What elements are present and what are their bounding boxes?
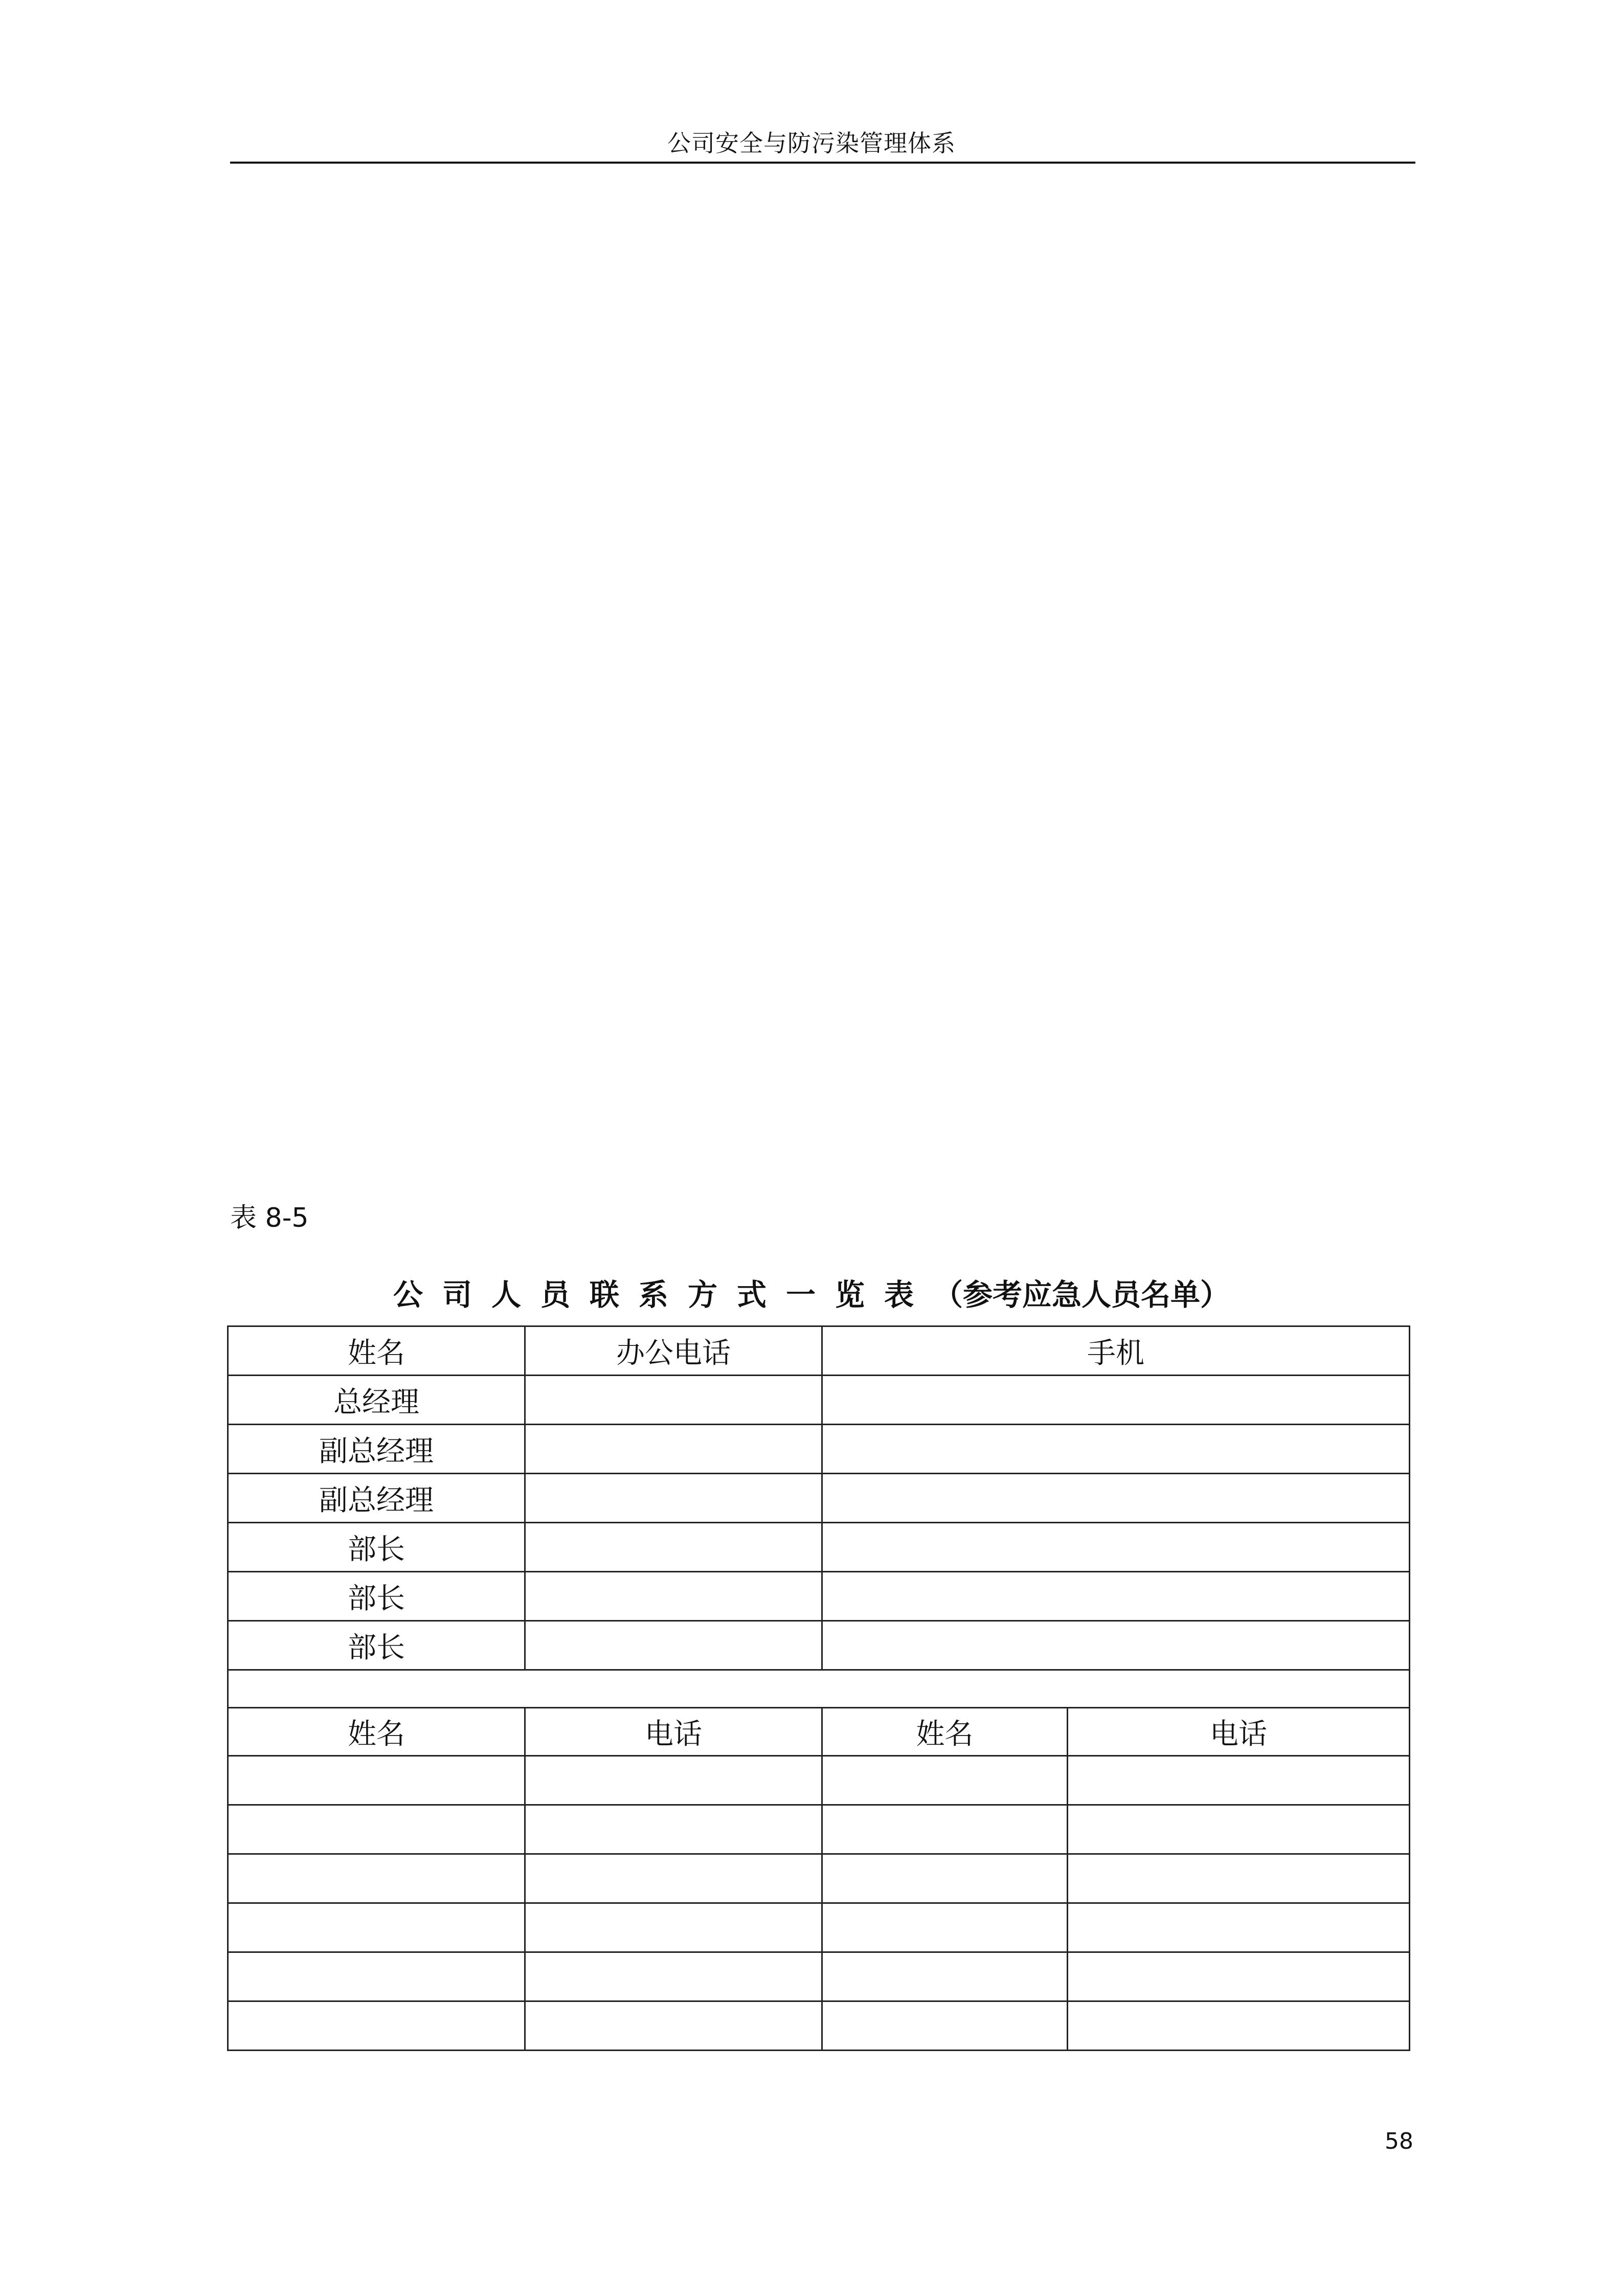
phone-cell	[1068, 1756, 1410, 1805]
table-row	[228, 1621, 1410, 1670]
mobile-cell	[822, 1621, 1410, 1670]
table-row	[228, 1854, 1410, 1903]
header-office-phone: 办公电话	[525, 1326, 822, 1376]
table-row	[228, 1756, 1410, 1805]
header-mobile: 手机	[822, 1326, 1410, 1376]
office-phone-cell	[525, 1474, 822, 1523]
table-title-sub: （参考应急人员名单）	[933, 1277, 1230, 1312]
position-cell: 总经理	[228, 1376, 525, 1425]
name-cell	[822, 1903, 1068, 1952]
position-cell: 部长	[228, 1621, 525, 1670]
phone-cell	[1068, 2001, 1410, 2051]
office-phone-cell	[525, 1425, 822, 1474]
name-cell	[822, 1756, 1068, 1805]
name-cell	[228, 2001, 525, 2051]
office-phone-cell	[525, 1523, 822, 1572]
header-name: 姓名	[228, 1326, 525, 1376]
table-row	[228, 1376, 1410, 1425]
phone-cell	[525, 1854, 822, 1903]
office-phone-cell	[525, 1621, 822, 1670]
mobile-cell	[822, 1523, 1410, 1572]
table-subheader-row	[228, 1708, 1410, 1756]
table-row	[228, 1572, 1410, 1621]
phone-cell	[1068, 1805, 1410, 1854]
table-spacer-row	[228, 1670, 1410, 1708]
name-cell	[228, 1903, 525, 1952]
phone-cell	[1068, 1903, 1410, 1952]
position-cell: 部长	[228, 1523, 525, 1572]
phone-cell	[1068, 1854, 1410, 1903]
table-title-main: 公司人员联系方式一览表	[393, 1277, 933, 1312]
name-cell	[822, 1952, 1068, 2001]
name-cell	[822, 1805, 1068, 1854]
phone-cell	[1068, 1952, 1410, 2001]
position-cell: 副总经理	[228, 1425, 525, 1474]
subheader-phone-2: 电话	[1068, 1708, 1410, 1756]
name-cell	[822, 2001, 1068, 2051]
table-row	[228, 1523, 1410, 1572]
position-cell: 部长	[228, 1572, 525, 1621]
table-row	[228, 1903, 1410, 1952]
subheader-phone-1: 电话	[525, 1708, 822, 1756]
mobile-cell	[822, 1572, 1410, 1621]
name-cell	[822, 1854, 1068, 1903]
mobile-cell	[822, 1376, 1410, 1425]
name-cell	[228, 1756, 525, 1805]
office-phone-cell	[525, 1376, 822, 1425]
header-rule	[230, 162, 1415, 164]
table-title	[0, 1276, 1623, 1314]
office-phone-cell	[525, 1572, 822, 1621]
running-header: 公司安全与防污染管理体系	[667, 129, 956, 157]
table-row	[228, 1425, 1410, 1474]
subheader-name-1: 姓名	[228, 1708, 525, 1756]
contact-table	[227, 1325, 1410, 2051]
phone-cell	[525, 1903, 822, 1952]
position-cell: 副总经理	[228, 1474, 525, 1523]
table-number: 表 8-5	[230, 1203, 309, 1233]
phone-cell	[525, 2001, 822, 2051]
phone-cell	[525, 1952, 822, 2001]
mobile-cell	[822, 1425, 1410, 1474]
table-row	[228, 1474, 1410, 1523]
mobile-cell	[822, 1474, 1410, 1523]
page-number: 58	[1385, 2128, 1413, 2154]
name-cell	[228, 1952, 525, 2001]
spacer-cell	[228, 1670, 1410, 1708]
phone-cell	[525, 1756, 822, 1805]
table-header-row	[228, 1326, 1410, 1376]
subheader-name-2: 姓名	[822, 1708, 1068, 1756]
table-row	[228, 2001, 1410, 2051]
name-cell	[228, 1805, 525, 1854]
name-cell	[228, 1854, 525, 1903]
phone-cell	[525, 1805, 822, 1854]
table-row	[228, 1805, 1410, 1854]
table-row	[228, 1952, 1410, 2001]
